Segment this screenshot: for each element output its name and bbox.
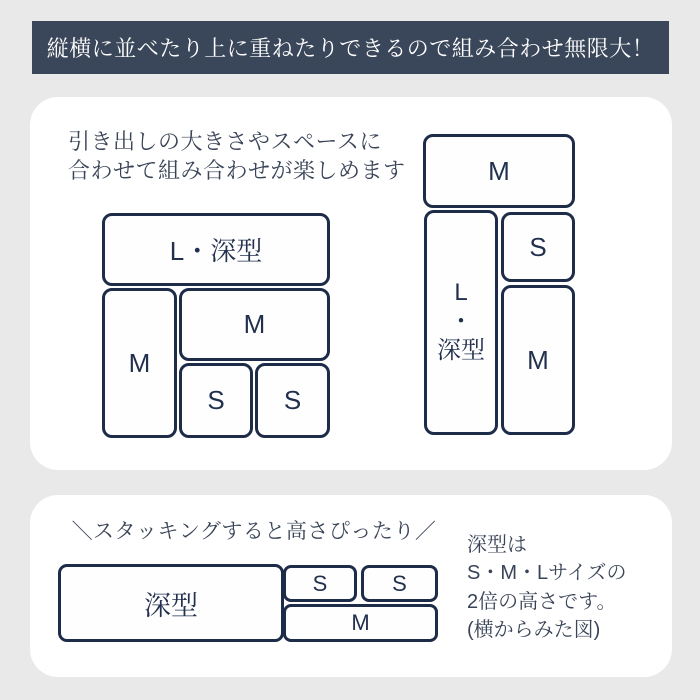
stacking-panel: [30, 495, 672, 677]
header-banner-text: 縦横に並べたり上に重ねたりできるので組み合わせ無限大！: [46, 36, 655, 61]
l-deep-line-3: 深型: [437, 336, 485, 364]
caption-line-1: 引き出しの大きさやスペースに: [68, 129, 382, 154]
caption-line-2: 合わせて組み合わせが楽しめます: [68, 158, 406, 184]
left-layout-box-m-tall: M: [102, 288, 177, 438]
left-layout-box-s-left: S: [179, 363, 253, 438]
right-layout-box-m-bottom: M: [501, 285, 575, 435]
combinations-caption: [68, 127, 406, 185]
stacking-box-s-right: S: [361, 565, 438, 602]
stacking-box-m: M: [283, 604, 438, 642]
left-layout-box-l-deep: L・深型: [102, 213, 330, 286]
stacking-note: [467, 531, 627, 645]
right-layout-box-m-top: M: [423, 134, 575, 208]
left-layout-box-m-wide: M: [179, 288, 330, 361]
stacking-box-s-left: S: [283, 565, 357, 602]
right-layout-box-l-deep: [424, 210, 498, 435]
note-line-1: 深型は: [467, 534, 527, 556]
header-banner: [32, 21, 669, 74]
note-line-2: S・M・Lサイズの: [467, 562, 627, 585]
l-deep-line-1: L: [454, 279, 468, 307]
combinations-panel: [30, 97, 672, 470]
note-line-3: 2倍の高さです。: [467, 590, 617, 613]
stacking-title: ＼スタッキングすると高さぴったり／: [71, 520, 437, 543]
note-line-4: (横からみた図): [467, 619, 601, 642]
l-deep-line-2: ・: [449, 308, 473, 336]
right-layout-box-s: S: [501, 212, 575, 282]
left-layout-box-s-right: S: [255, 363, 330, 438]
stacking-box-deep: 深型: [58, 564, 284, 642]
